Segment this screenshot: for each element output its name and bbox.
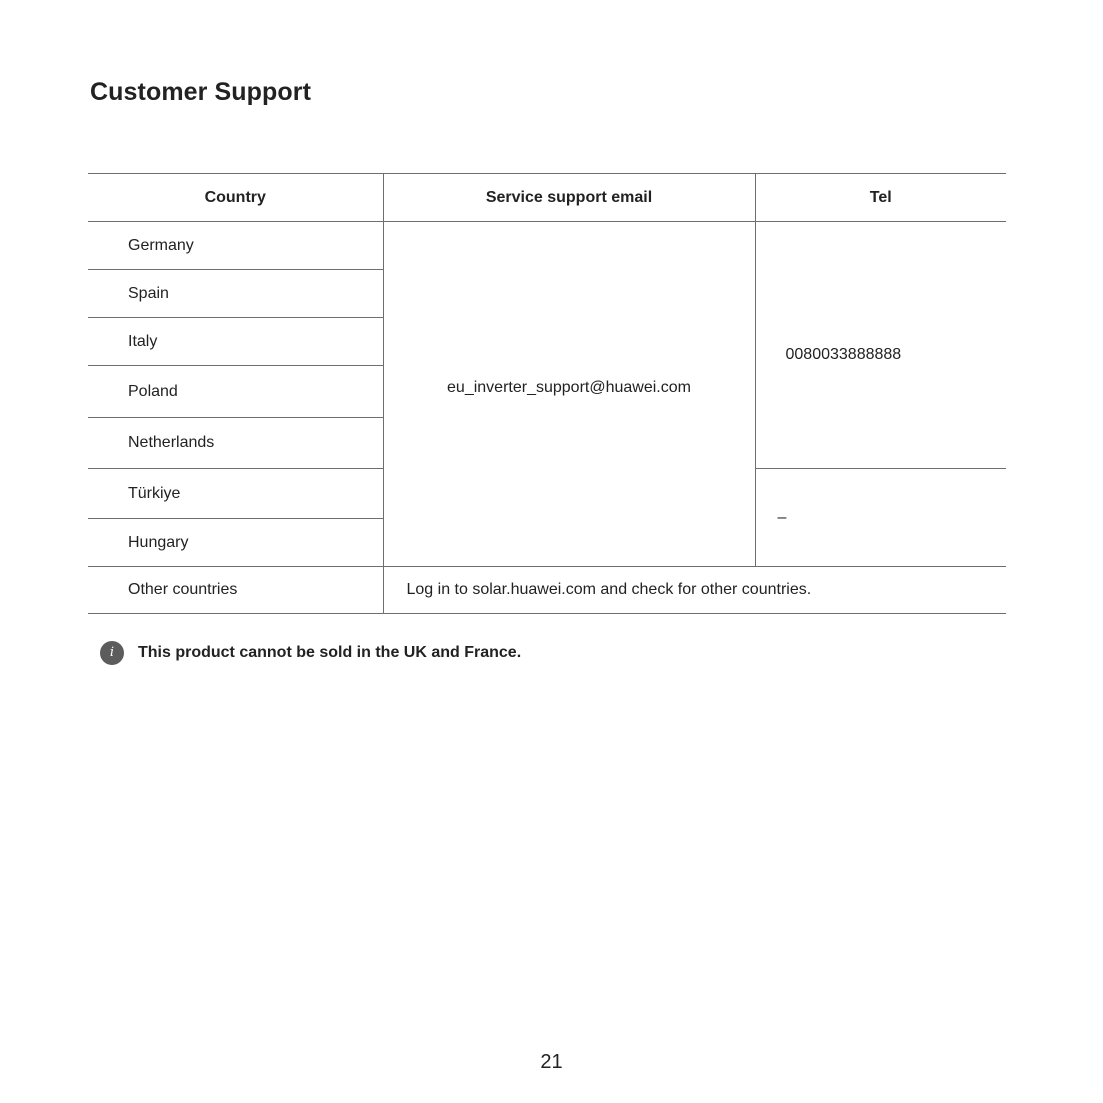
email-cell [383, 222, 755, 567]
table-header-row [88, 174, 1006, 222]
country-other: Other countries [88, 567, 383, 614]
country-germany: Germany [88, 222, 383, 270]
other-countries-text: Log in to solar.huawei.com and check for other countries. [383, 567, 1006, 614]
country-turkiye: Türkiye [88, 469, 383, 519]
table-row [88, 222, 1006, 270]
info-icon: i [100, 641, 124, 665]
support-table [88, 173, 1006, 614]
header-country: Country [88, 174, 383, 222]
page-number: 21 [540, 1051, 563, 1073]
tel-none-cell: – [755, 469, 1006, 567]
note-text: This product cannot be sold in the UK and France. [138, 644, 522, 661]
note [100, 641, 521, 665]
country-poland: Poland [88, 366, 383, 418]
table-row [88, 567, 1006, 614]
support-email: eu_inverter_support@huawei.com [447, 379, 691, 396]
country-hungary: Hungary [88, 519, 383, 567]
header-tel: Tel [755, 174, 1006, 222]
header-email: Service support email [383, 174, 755, 222]
country-italy: Italy [88, 318, 383, 366]
country-netherlands: Netherlands [88, 418, 383, 469]
tel-cell [755, 222, 1006, 469]
support-tel: 0080033888888 [785, 346, 902, 363]
country-spain: Spain [88, 270, 383, 318]
page-title: Customer Support [90, 78, 312, 106]
